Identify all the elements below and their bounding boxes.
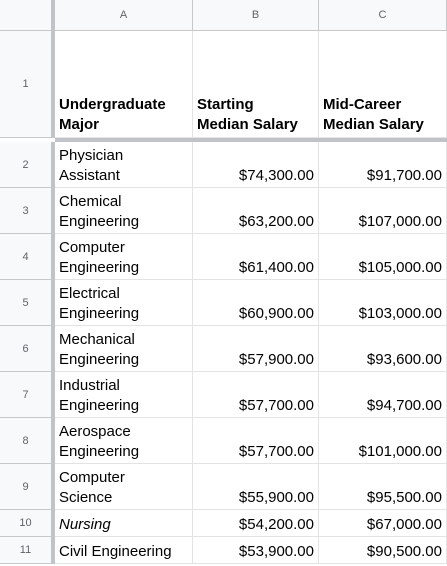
starting-salary: $74,300.00 — [238, 167, 314, 184]
row-header-4[interactable]: 4 — [0, 234, 55, 280]
cell-b6[interactable] — [193, 326, 319, 372]
cell-c2[interactable] — [319, 142, 447, 188]
row-header-8[interactable]: 8 — [0, 418, 55, 464]
starting-salary: $57,900.00 — [238, 351, 314, 368]
cell-b3[interactable] — [193, 188, 319, 234]
cell-b4[interactable] — [193, 234, 319, 280]
mid-career-salary: $95,500.00 — [366, 489, 442, 506]
row-header-1[interactable]: 1 — [0, 31, 55, 138]
mid-career-salary: $103,000.00 — [358, 305, 442, 322]
cell-c8[interactable] — [319, 418, 447, 464]
row-header-3[interactable]: 3 — [0, 188, 55, 234]
starting-salary: $54,200.00 — [238, 516, 314, 533]
row-header-11[interactable]: 11 — [0, 537, 55, 564]
major-name: Electrical Engineering — [59, 285, 140, 322]
mid-career-salary: $107,000.00 — [358, 213, 442, 230]
cell-c5[interactable] — [319, 280, 447, 326]
major-name: Mechanical Engineering — [59, 331, 140, 368]
cell-b1[interactable] — [193, 31, 319, 138]
cell-c1[interactable] — [319, 31, 447, 138]
mid-career-salary: $67,000.00 — [366, 516, 442, 533]
major-name: Aerospace Engineering — [59, 423, 140, 460]
cell-b9[interactable] — [193, 464, 319, 510]
cell-b7[interactable] — [193, 372, 319, 418]
cell-a3[interactable] — [55, 188, 193, 234]
row-header-5[interactable]: 5 — [0, 280, 55, 326]
row-header-10[interactable]: 10 — [0, 510, 55, 537]
cell-c3[interactable] — [319, 188, 447, 234]
starting-salary: $60,900.00 — [238, 305, 314, 322]
cell-a11[interactable] — [55, 537, 193, 564]
major-name: Civil Engineering — [59, 543, 172, 560]
mid-career-salary: $101,000.00 — [358, 443, 442, 460]
starting-salary: $53,900.00 — [238, 543, 314, 560]
cell-a9[interactable] — [55, 464, 193, 510]
cell-c11[interactable] — [319, 537, 447, 564]
mid-career-salary: $93,600.00 — [366, 351, 442, 368]
row-header-7[interactable]: 7 — [0, 372, 55, 418]
starting-salary: $57,700.00 — [238, 443, 314, 460]
row-header-6[interactable]: 6 — [0, 326, 55, 372]
mid-career-salary: $94,700.00 — [366, 397, 442, 414]
mid-career-salary: $90,500.00 — [366, 543, 442, 560]
starting-salary: $57,700.00 — [238, 397, 314, 414]
select-all-corner[interactable] — [0, 0, 55, 31]
mid-career-salary: $105,000.00 — [358, 259, 442, 276]
starting-salary: $61,400.00 — [238, 259, 314, 276]
starting-salary: $55,900.00 — [238, 489, 314, 506]
mid-career-salary: $91,700.00 — [366, 167, 442, 184]
column-header-a[interactable]: A — [55, 0, 193, 31]
major-column-header: Undergraduate Major — [59, 96, 166, 133]
cell-c9[interactable] — [319, 464, 447, 510]
cell-a8[interactable] — [55, 418, 193, 464]
major-name: Chemical Engineering — [59, 193, 140, 230]
cell-b5[interactable] — [193, 280, 319, 326]
cell-a10[interactable] — [55, 510, 193, 537]
cell-c4[interactable] — [319, 234, 447, 280]
row-header-2[interactable]: 2 — [0, 142, 55, 188]
cell-b8[interactable] — [193, 418, 319, 464]
major-name: Industrial Engineering — [59, 377, 140, 414]
cell-a4[interactable] — [55, 234, 193, 280]
cell-c7[interactable] — [319, 372, 447, 418]
cell-a2[interactable] — [55, 142, 193, 188]
major-name: Physician Assistant — [59, 147, 124, 184]
starting-salary: $63,200.00 — [238, 213, 314, 230]
cell-a6[interactable] — [55, 326, 193, 372]
major-name: Computer Science — [59, 469, 125, 506]
cell-c6[interactable] — [319, 326, 447, 372]
mid-career-salary-column-header: Mid-Career Median Salary — [323, 96, 424, 133]
column-header-b[interactable]: B — [193, 0, 319, 31]
cell-b11[interactable] — [193, 537, 319, 564]
starting-salary-column-header: Starting Median Salary — [197, 96, 298, 133]
cell-a1[interactable] — [55, 31, 193, 138]
cell-b2[interactable] — [193, 142, 319, 188]
cell-a7[interactable] — [55, 372, 193, 418]
major-name: Computer Engineering — [59, 239, 140, 276]
cell-a5[interactable] — [55, 280, 193, 326]
row-header-9[interactable]: 9 — [0, 464, 55, 510]
cell-b10[interactable] — [193, 510, 319, 537]
cell-c10[interactable] — [319, 510, 447, 537]
major-name: Nursing — [59, 516, 111, 533]
column-header-c[interactable]: C — [319, 0, 447, 31]
